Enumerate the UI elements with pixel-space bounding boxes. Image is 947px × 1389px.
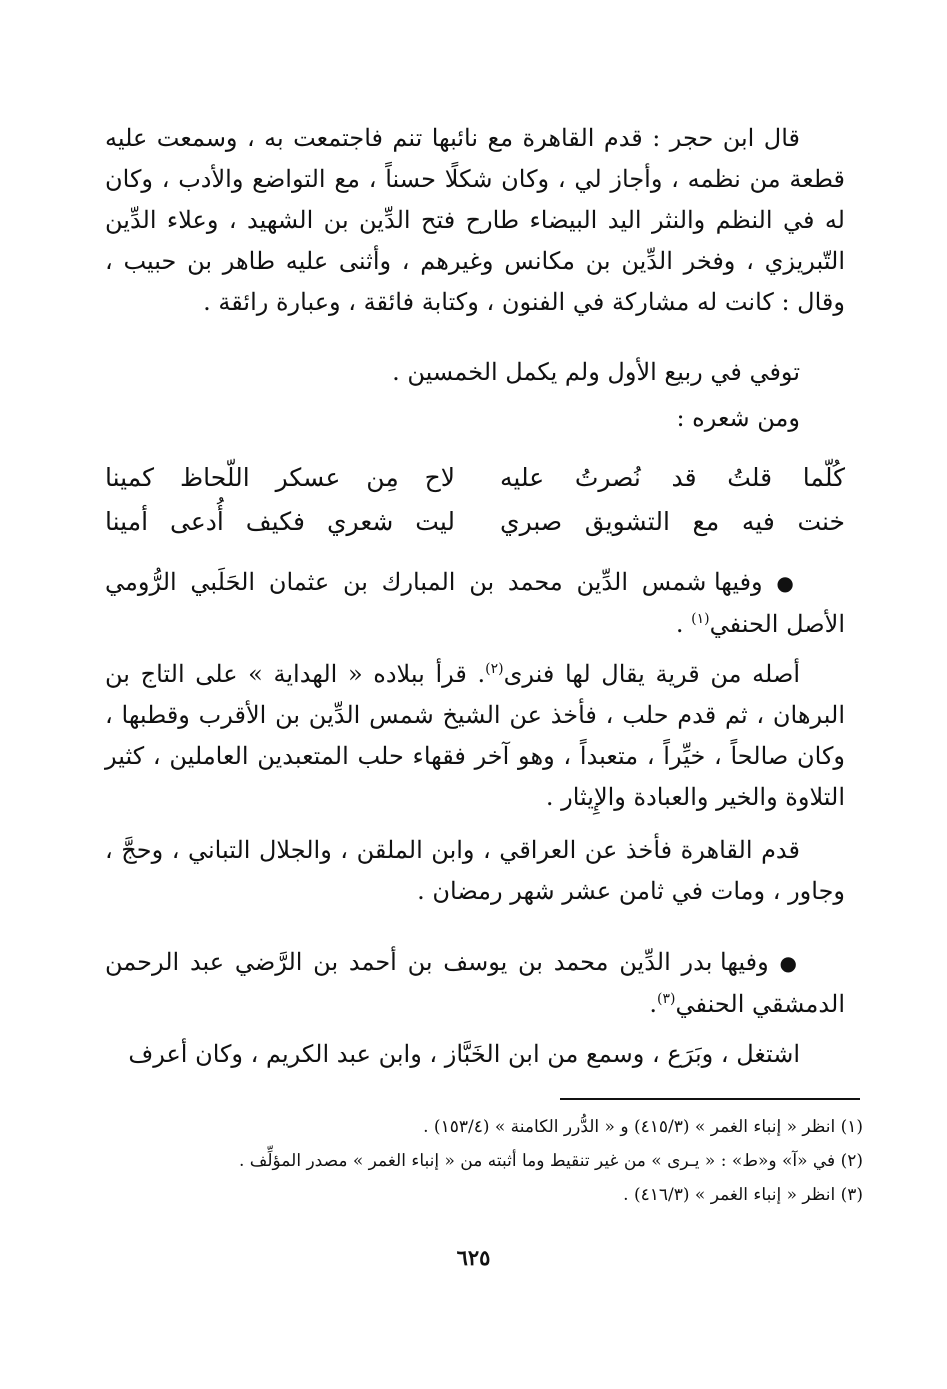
paragraph-studies — [105, 1034, 845, 1075]
paragraph-origin — [105, 654, 845, 818]
footnote-ref: (٣) — [657, 991, 676, 1007]
paragraph-death — [105, 352, 845, 393]
verse-first-hemistich: خنت فيه مع التشويق صبري — [500, 507, 845, 536]
punctuation: . — [649, 990, 658, 1018]
paragraph-text: ومن شعره : — [676, 404, 800, 432]
paragraph-text — [105, 654, 845, 818]
bullet-icon: ● — [779, 951, 800, 975]
page-number: ٦٢٥ — [456, 1245, 491, 1270]
paragraph-text — [105, 562, 845, 645]
entry-heading: وفيها شمس الدِّين محمد بن المبارك بن عثمان الحَلَبي الرُّومي الأصل الحنفي — [105, 568, 845, 638]
entry-heading: وفيها بدر الدِّين محمد بن يوسف بن أحمد بن الرَّضي عبد الرحمن الدمشقي الحنفي — [105, 948, 845, 1018]
paragraph-text: قال ابن حجر : قدم القاهرة مع نائبها تنم فاجتمعت به ، وسمعت عليه قطعة من نظمه ، وأجاز لي ، وكان شكلًا حسناً ، مع التواضع والأدب ، وكان له في النظم والنثر اليد البيضاء طارح فتح الدِّين بن الشهيد ، وعلاء الدِّين التّبريزي ، وفخر الدِّين بن مكانس وغيرهم ، وأثنى عليه طاهر بن حبيب ، وقال : كانت له مشاركة في الفنون ، وكتابة فائقة ، وعبارة رائقة . — [105, 124, 845, 316]
footnote-ref: (١) — [691, 611, 710, 627]
footnote-1: (١) انظر « إنباء الغمر » (٤١٥/٣) و « الدُّرر الكامنة » (١٥٣/٤) . — [423, 1117, 863, 1137]
footnote-divider — [560, 1098, 860, 1100]
paragraph-text — [105, 942, 845, 1025]
footnote-ref: (٢) — [485, 661, 504, 677]
paragraph-text: اشتغل ، وبَرَع ، وسمع من ابن الخَبَّاز ، وابن عبد الكريم ، وكان أعرف — [128, 1040, 800, 1068]
verse-second-hemistich: ليت شعري فكيف أُدعى أمينا — [105, 507, 455, 536]
text-run: . قرأ ببلاده « الهداية » على التاج بن البرهان ، ثم قدم حلب ، فأخذ عن الشيخ شمس الدِّين بن الأقرب وقطبها ، وكان صالحاً ، خيِّراً ، متعبداً ، وهو آخر فقهاء حلب المتعبدين العاملين ، كثير التلاوة والخير والعبادة والإِيثار . — [105, 660, 845, 811]
paragraph-badr-al-din — [105, 942, 845, 1025]
bullet-icon: ● — [776, 571, 800, 595]
footnote-3: (٣) انظر « إنباء الغمر » (٤١٦/٣) . — [623, 1185, 863, 1205]
paragraph-shams-al-din — [105, 562, 845, 645]
paragraph-ibn-hajar — [105, 118, 845, 323]
paragraph-text: توفي في ربيع الأول ولم يكمل الخمسين . — [392, 358, 800, 386]
poem-verse-1 — [105, 456, 845, 500]
verse-first-hemistich: كُلّما قلتُ قد نُصرتُ عليه — [500, 463, 845, 492]
footnotes — [105, 1110, 863, 1212]
paragraph-cairo — [105, 830, 845, 912]
text-run: أصله من قرية يقال لها فنرى — [503, 660, 801, 688]
punctuation: . — [675, 610, 692, 638]
footnote-2: (٢) في «آ» و«ط» : « يـرى » من غير تنقيط وما أثبته من « إنباء الغمر » مصدر المؤلِّف . — [238, 1151, 863, 1171]
poem-verse-2 — [105, 500, 845, 544]
paragraph-poetry-intro — [105, 398, 845, 439]
paragraph-text: قدم القاهرة فأخذ عن العراقي ، وابن الملقن ، والجلال التباني ، وحجَّ ، وجاور ، ومات في ثامن عشر شهر رمضان . — [105, 836, 845, 905]
verse-second-hemistich: لاح مِن عسكر اللّحاظ كمينا — [105, 463, 455, 492]
